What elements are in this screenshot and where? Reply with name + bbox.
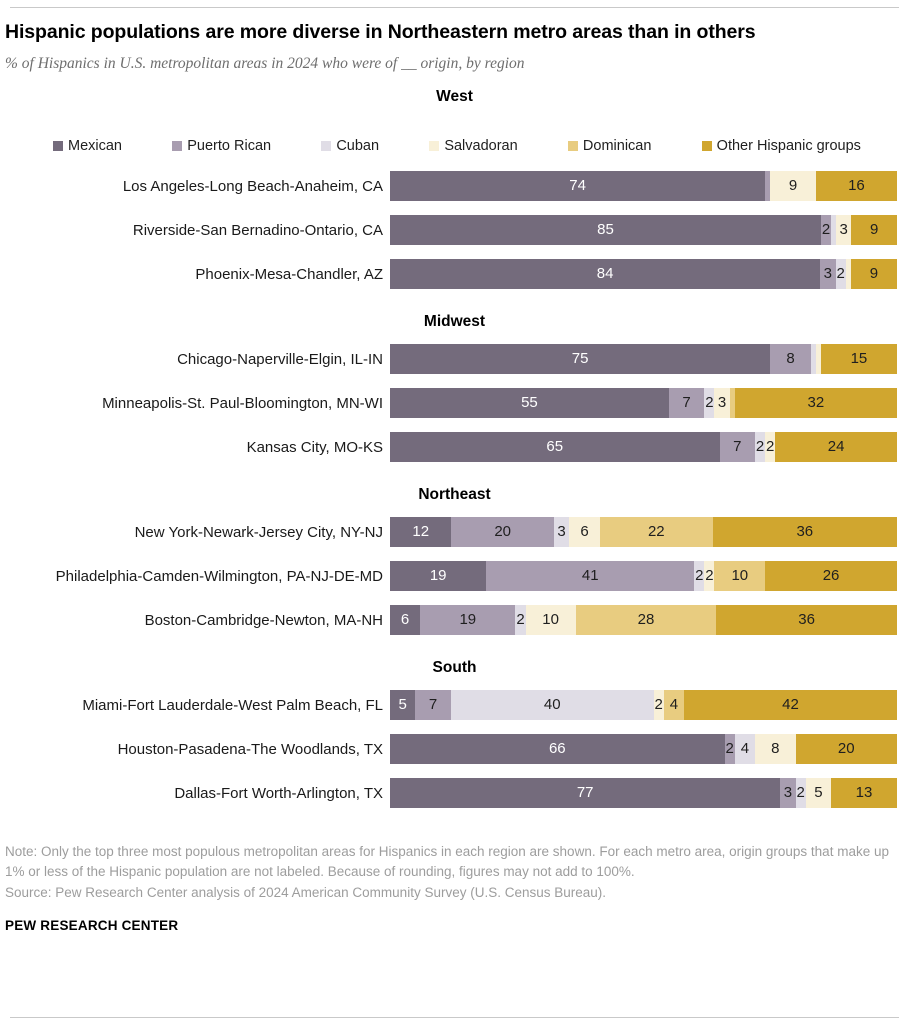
bar-segment-puerto-rican bbox=[415, 690, 450, 720]
bar-row bbox=[0, 605, 909, 635]
legend-label: Salvadoran bbox=[444, 138, 518, 154]
segment-value-label: 3 bbox=[783, 784, 793, 801]
bar-segment-mexican bbox=[390, 778, 780, 808]
bar-segment-other-hispanic-groups bbox=[851, 259, 897, 289]
bar-segment-cuban bbox=[694, 561, 704, 591]
legend-label: Mexican bbox=[68, 138, 122, 154]
bar-row bbox=[0, 561, 909, 591]
bar-segment-other-hispanic-groups bbox=[713, 517, 897, 547]
top-rule bbox=[10, 7, 899, 8]
legend-label: Cuban bbox=[336, 138, 380, 154]
bar-segment-salvadoran bbox=[654, 690, 664, 720]
bar-row bbox=[0, 690, 909, 720]
bar-segment-cuban bbox=[836, 259, 846, 289]
bar-segment-mexican bbox=[390, 690, 415, 720]
bar-segment-mexican bbox=[390, 171, 765, 201]
bar-segment-puerto-rican bbox=[669, 388, 704, 418]
segment-value-label: 2 bbox=[725, 740, 734, 757]
segment-value-label: 2 bbox=[755, 438, 765, 455]
metro-label: Houston-Pasadena-The Woodlands, TX bbox=[117, 740, 383, 758]
chart-subtitle: % of Hispanics in U.S. metropolitan areas in 2024 who were of __ origin, by region bbox=[5, 55, 525, 72]
legend-item-mexican bbox=[53, 138, 122, 154]
note-text: Note: Only the top three most populous metropolitan areas for Hispanics in each region are shown. For each metro area, origin groups that make up 1% or less of the Hispanic population are not labeled. Because of rounding, figures may not add to 100%. bbox=[5, 844, 889, 880]
segment-value-label: 15 bbox=[850, 350, 868, 367]
segment-value-label: 41 bbox=[581, 567, 599, 584]
segment-value-label: 16 bbox=[848, 177, 865, 194]
bar-segment-mexican bbox=[390, 561, 486, 591]
segment-value-label: 5 bbox=[398, 696, 407, 713]
bar-segment-salvadoran bbox=[526, 605, 576, 635]
segment-value-label: 2 bbox=[705, 394, 714, 411]
bar-segment-other-hispanic-groups bbox=[735, 388, 897, 418]
bar-segment-dominican bbox=[576, 605, 717, 635]
stacked-bar bbox=[390, 561, 897, 591]
bar-segment-cuban bbox=[515, 605, 525, 635]
segment-value-label: 40 bbox=[543, 696, 561, 713]
metro-label: Riverside-San Bernadino-Ontario, CA bbox=[132, 221, 383, 239]
metro-label: Kansas City, MO-KS bbox=[246, 438, 383, 456]
source-text: Source: Pew Research Center analysis of 2024 American Community Survey (U.S. Census Bureau). bbox=[5, 884, 607, 900]
bar-segment-puerto-rican bbox=[780, 778, 795, 808]
bar-segment-salvadoran bbox=[770, 171, 816, 201]
bar-segment-cuban bbox=[554, 517, 569, 547]
bar-segment-other-hispanic-groups bbox=[775, 432, 897, 462]
bar-segment-cuban bbox=[796, 778, 806, 808]
footer bbox=[5, 842, 897, 933]
segment-value-label: 2 bbox=[705, 567, 714, 584]
bar-segment-mexican bbox=[390, 734, 725, 764]
legend-label: Puerto Rican bbox=[187, 138, 272, 154]
section-header-west: West bbox=[436, 88, 473, 105]
bar-segment-mexican bbox=[390, 215, 821, 245]
segment-value-label: 32 bbox=[807, 394, 825, 411]
bar-segment-mexican bbox=[390, 259, 820, 289]
bar-segment-mexican bbox=[390, 517, 451, 547]
segment-value-label: 9 bbox=[869, 221, 879, 238]
bar-row bbox=[0, 344, 909, 374]
bar-segment-dominican bbox=[600, 517, 713, 547]
segment-value-label: 2 bbox=[516, 611, 525, 628]
bar-segment-puerto-rican bbox=[820, 259, 835, 289]
bar-segment-salvadoran bbox=[704, 561, 714, 591]
legend-item-cuban bbox=[321, 138, 379, 154]
bar-segment-puerto-rican bbox=[725, 734, 735, 764]
stacked-bar bbox=[390, 344, 897, 374]
segment-value-label: 10 bbox=[731, 567, 749, 584]
legend-swatch-icon bbox=[53, 141, 63, 151]
stacked-bar bbox=[390, 734, 897, 764]
legend-item-other-hispanic-groups bbox=[702, 138, 861, 154]
segment-value-label: 5 bbox=[814, 784, 823, 801]
segment-value-label: 2 bbox=[796, 784, 805, 801]
segment-value-label: 12 bbox=[412, 523, 430, 540]
segment-value-label: 7 bbox=[733, 438, 742, 455]
segment-value-label: 66 bbox=[548, 740, 566, 757]
segment-value-label: 2 bbox=[766, 438, 775, 455]
segment-value-label: 2 bbox=[836, 265, 845, 282]
stacked-bar bbox=[390, 215, 897, 245]
stacked-bar bbox=[390, 171, 897, 201]
metro-label: Chicago-Naperville-Elgin, IL-IN bbox=[177, 350, 383, 368]
metro-label: Minneapolis-St. Paul-Bloomington, MN-WI bbox=[102, 394, 383, 412]
metro-label: New York-Newark-Jersey City, NY-NJ bbox=[134, 523, 383, 541]
legend-swatch-icon bbox=[172, 141, 182, 151]
bar-row bbox=[0, 388, 909, 418]
legend-swatch-icon bbox=[321, 141, 331, 151]
bar-segment-mexican bbox=[390, 432, 720, 462]
bar-segment-salvadoran bbox=[806, 778, 831, 808]
metro-label: Miami-Fort Lauderdale-West Palm Beach, FL bbox=[82, 696, 383, 714]
bar-segment-other-hispanic-groups bbox=[851, 215, 897, 245]
metro-label: Boston-Cambridge-Newton, MA-NH bbox=[144, 611, 383, 629]
segment-value-label: 4 bbox=[669, 696, 679, 713]
section-header-midwest: Midwest bbox=[423, 313, 486, 330]
segment-value-label: 65 bbox=[546, 438, 564, 455]
bar-segment-salvadoran bbox=[765, 432, 775, 462]
bottom-rule bbox=[10, 1017, 899, 1018]
segment-value-label: 20 bbox=[494, 523, 511, 540]
bar-segment-puerto-rican bbox=[821, 215, 831, 245]
segment-value-label: 26 bbox=[822, 567, 840, 584]
legend-item-puerto-rican bbox=[172, 138, 271, 154]
bar-row bbox=[0, 432, 909, 462]
segment-value-label: 4 bbox=[740, 740, 750, 757]
segment-value-label: 19 bbox=[429, 567, 447, 584]
segment-value-label: 7 bbox=[428, 696, 438, 713]
segment-value-label: 2 bbox=[654, 696, 663, 713]
bar-segment-puerto-rican bbox=[420, 605, 515, 635]
stacked-bar bbox=[390, 778, 897, 808]
segment-value-label: 6 bbox=[580, 523, 589, 540]
metro-label: Philadelphia-Camden-Wilmington, PA-NJ-DE-MD bbox=[55, 567, 383, 585]
bar-segment-cuban bbox=[451, 690, 654, 720]
stacked-bar bbox=[390, 517, 897, 547]
legend-swatch-icon bbox=[702, 141, 712, 151]
segment-value-label: 10 bbox=[542, 611, 559, 628]
segment-value-label: 9 bbox=[788, 177, 798, 194]
bar-segment-cuban bbox=[755, 432, 765, 462]
legend-swatch-icon bbox=[568, 141, 578, 151]
segment-value-label: 2 bbox=[695, 567, 704, 584]
segment-value-label: 22 bbox=[647, 523, 665, 540]
bar-segment-dominican bbox=[664, 690, 684, 720]
segment-value-label: 2 bbox=[821, 221, 831, 238]
segment-value-label: 7 bbox=[682, 394, 691, 411]
segment-value-label: 3 bbox=[717, 394, 727, 411]
section-header-south: South bbox=[432, 659, 477, 676]
page-title: Hispanic populations are more diverse in Northeastern metro areas than in others bbox=[5, 21, 756, 43]
bar-segment-puerto-rican bbox=[770, 344, 811, 374]
stacked-bar bbox=[390, 259, 897, 289]
bar-segment-other-hispanic-groups bbox=[684, 690, 897, 720]
bar-segment-cuban bbox=[735, 734, 755, 764]
bar-segment-salvadoran bbox=[569, 517, 600, 547]
segment-value-label: 75 bbox=[571, 350, 589, 367]
bar-segment-salvadoran bbox=[755, 734, 796, 764]
segment-value-label: 28 bbox=[637, 611, 655, 628]
segment-value-label: 19 bbox=[459, 611, 477, 628]
metro-label: Los Angeles-Long Beach-Anaheim, CA bbox=[122, 177, 383, 195]
bar-segment-puerto-rican bbox=[486, 561, 694, 591]
segment-value-label: 3 bbox=[557, 523, 566, 540]
segment-value-label: 13 bbox=[855, 784, 873, 801]
legend-swatch-icon bbox=[429, 141, 439, 151]
chart bbox=[0, 88, 909, 808]
segment-value-label: 55 bbox=[521, 394, 538, 411]
bar-row bbox=[0, 171, 909, 201]
bar-segment-mexican bbox=[390, 344, 770, 374]
legend-item-dominican bbox=[568, 138, 652, 154]
segment-value-label: 8 bbox=[786, 350, 795, 367]
segment-value-label: 85 bbox=[597, 221, 614, 238]
segment-value-label: 77 bbox=[576, 784, 594, 801]
bar-row bbox=[0, 215, 909, 245]
bar-segment-other-hispanic-groups bbox=[831, 778, 897, 808]
section-header-northeast: Northeast bbox=[418, 486, 491, 503]
bar-segment-other-hispanic-groups bbox=[765, 561, 897, 591]
segment-value-label: 36 bbox=[796, 523, 814, 540]
segment-value-label: 36 bbox=[798, 611, 815, 628]
segment-value-label: 74 bbox=[569, 177, 586, 194]
bar-segment-other-hispanic-groups bbox=[716, 605, 897, 635]
legend bbox=[53, 138, 861, 154]
bar-row bbox=[0, 259, 909, 289]
segment-value-label: 24 bbox=[827, 438, 845, 455]
bar-segment-mexican bbox=[390, 605, 420, 635]
segment-value-label: 9 bbox=[869, 265, 879, 282]
segment-value-label: 3 bbox=[823, 265, 833, 282]
stacked-bar bbox=[390, 605, 897, 635]
segment-value-label: 8 bbox=[771, 740, 780, 757]
legend-item-salvadoran bbox=[429, 138, 517, 154]
bar-segment-other-hispanic-groups bbox=[821, 344, 897, 374]
bar-segment-other-hispanic-groups bbox=[816, 171, 897, 201]
bar-segment-puerto-rican bbox=[720, 432, 755, 462]
bar-segment-mexican bbox=[390, 388, 669, 418]
metro-label: Phoenix-Mesa-Chandler, AZ bbox=[195, 265, 383, 283]
legend-label: Dominican bbox=[582, 138, 652, 154]
brand-wordmark: PEW RESEARCH CENTER bbox=[5, 917, 179, 933]
bar-segment-puerto-rican bbox=[451, 517, 553, 547]
bar-segment-dominican bbox=[714, 561, 765, 591]
stacked-bar bbox=[390, 432, 897, 462]
segment-value-label: 6 bbox=[400, 611, 410, 628]
segment-value-label: 42 bbox=[782, 696, 799, 713]
stacked-bar bbox=[390, 388, 897, 418]
segment-value-label: 20 bbox=[837, 740, 855, 757]
bar-segment-cuban bbox=[704, 388, 714, 418]
bar-segment-salvadoran bbox=[714, 388, 729, 418]
metro-label: Dallas-Fort Worth-Arlington, TX bbox=[174, 784, 383, 802]
bar-row bbox=[0, 517, 909, 547]
segment-value-label: 84 bbox=[596, 265, 614, 282]
stacked-bar bbox=[390, 690, 897, 720]
bar-segment-other-hispanic-groups bbox=[796, 734, 897, 764]
bar-row bbox=[0, 778, 909, 808]
bar-segment-salvadoran bbox=[836, 215, 851, 245]
segment-value-label: 3 bbox=[839, 221, 848, 238]
legend-label: Other Hispanic groups bbox=[716, 138, 861, 154]
bar-row bbox=[0, 734, 909, 764]
